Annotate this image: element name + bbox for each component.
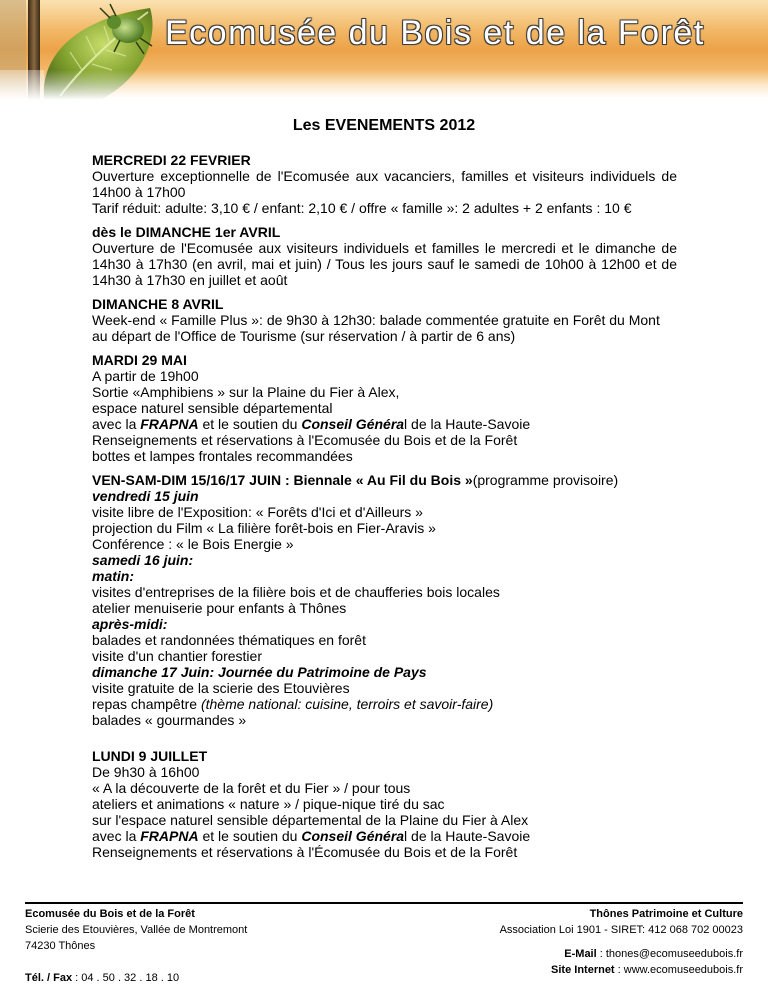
- event-text: Tarif réduit: adulte: 3,10 € / enfant: 2,10 € / offre « famille »: 2 adultes + 2 enfants : 10 €: [92, 200, 632, 216]
- day-heading: samedi 16 juin:: [92, 552, 194, 568]
- event-29-mai: [92, 352, 677, 464]
- banner-fade: [0, 70, 768, 100]
- banner-title: Ecomusée du Bois et de la Forêt: [165, 14, 705, 52]
- conseil-general-label: Conseil Généra: [301, 828, 405, 844]
- event-text: ateliers et animations « nature » / pique-nique tiré du sac: [92, 796, 445, 812]
- event-title: DIMANCHE 8 AVRIL: [92, 296, 224, 312]
- event-9-juillet: [92, 748, 677, 860]
- footer-siret: Association Loi 1901 - SIRET: 412 068 702 00023: [499, 924, 743, 936]
- event-title: MERCREDI 22 FEVRIER: [92, 152, 251, 168]
- text-run: avec la: [92, 828, 141, 844]
- event-text: A partir de 19h00: [92, 368, 199, 384]
- event-text: visite gratuite de la scierie des Etouvières: [92, 680, 350, 696]
- text-run: l de la Haute-Savoie: [404, 828, 531, 844]
- frapna-label: FRAPNA: [140, 828, 199, 844]
- event-8-avril: [92, 296, 677, 344]
- footer-assoc-name: Thônes Patrimoine et Culture: [589, 908, 743, 920]
- event-title: LUNDI 9 JUILLET: [92, 748, 208, 764]
- phone-label: Tél. / Fax: [25, 972, 73, 984]
- footer-address-line: 74230 Thônes: [25, 940, 96, 952]
- event-text: Renseignements et réservations à l'Ecomusée du Bois et de la Forêt: [92, 432, 518, 448]
- phone-value: : 04 . 50 . 32 . 18 . 10: [72, 972, 180, 984]
- header-banner: [0, 0, 768, 100]
- event-title: VEN-SAM-DIM 15/16/17 JUIN : Biennale « Au Fil du Bois »: [92, 472, 473, 488]
- event-text: Ouverture exceptionnelle de l'Ecomusée aux vacanciers, familles et visiteurs individuels de 14h00 à 17h00: [92, 168, 677, 200]
- event-text: espace naturel sensible départemental: [92, 400, 333, 416]
- spacer: [500, 938, 743, 946]
- frapna-label: FRAPNA: [140, 416, 199, 432]
- event-text: Sortie «Amphibiens » sur la Plaine du Fier à Alex,: [92, 384, 400, 400]
- event-text: [92, 696, 677, 712]
- website-label: Site Internet: [551, 964, 615, 976]
- event-title: MARDI 29 MAI: [92, 352, 187, 368]
- event-text: Ouverture de l'Ecomusée aux visiteurs individuels et familles le mercredi et le dimanche de 14h30 à 17h30 (en avril, mai et juin) / Tous les jours sauf le samedi de 10h00 à 12h00 et de 14h30 à 17h30 en juillet et août: [92, 240, 677, 288]
- email-label: E-Mail: [564, 948, 597, 960]
- day-heading: dimanche 17 Juin: Journée du Patrimoine de Pays: [92, 664, 427, 680]
- footer-phone: [25, 970, 247, 986]
- event-text: visite libre de l'Exposition: « Forêts d'Ici et d'Ailleurs »: [92, 504, 423, 520]
- footer-left: [25, 906, 247, 986]
- event-text: Week-end « Famille Plus »: de 9h30 à 12h30: balade commentée gratuite en Forêt du Mont au départ de l'Office de Tourisme (sur réservation / à partir de 6 ans): [92, 312, 660, 344]
- event-text: projection du Film « La filière forêt-bois en Fier-Aravis »: [92, 520, 436, 536]
- day-part-heading: matin:: [92, 568, 134, 584]
- footer-divider: [25, 902, 743, 904]
- event-22-fevrier: [92, 152, 677, 216]
- day-part-heading: après-midi:: [92, 616, 168, 632]
- event-text: Renseignements et réservations à l'Écomusée du Bois et de la Forêt: [92, 844, 518, 860]
- footer-right: [500, 906, 743, 978]
- event-text: balades « gourmandes »: [92, 712, 247, 728]
- website-value[interactable]: : www.ecomuseedubois.fr: [614, 964, 743, 976]
- page-title: Les EVENEMENTS 2012: [292, 117, 476, 134]
- event-text: visites d'entreprises de la filière bois et de chaufferies bois locales: [92, 584, 500, 600]
- text-run: et le soutien du: [198, 416, 302, 432]
- text-run: avec la: [92, 416, 141, 432]
- footer-website: [500, 962, 743, 978]
- footer-email: [500, 946, 743, 962]
- conseil-general-label: Conseil Généra: [301, 416, 405, 432]
- text-run: repas champêtre: [92, 696, 201, 712]
- text-run: et le soutien du: [198, 828, 302, 844]
- event-text: De 9h30 à 16h00: [92, 764, 200, 780]
- footer-org-name: Ecomusée du Bois et de la Forêt: [25, 908, 195, 920]
- event-1er-avril: [92, 224, 677, 288]
- day-heading: vendredi 15 juin: [92, 488, 199, 504]
- event-text: Conférence : « le Bois Energie »: [92, 536, 294, 552]
- event-title-row: [92, 472, 677, 488]
- event-biennale-juin: [92, 472, 677, 728]
- event-text: atelier menuiserie pour enfants à Thônes: [92, 600, 347, 616]
- footer-address-line: Scierie des Etouvières, Vallée de Montremont: [25, 924, 248, 936]
- text-run: l de la Haute-Savoie: [404, 416, 531, 432]
- event-text: bottes et lampes frontales recommandées: [92, 448, 353, 464]
- event-title-note: (programme provisoire): [472, 472, 619, 488]
- event-text: « A la découverte de la forêt et du Fier » / pour tous: [92, 780, 411, 796]
- event-text: visite d'un chantier forestier: [92, 648, 262, 664]
- email-value[interactable]: : thones@ecomuseedubois.fr: [596, 948, 743, 960]
- event-title: dès le DIMANCHE 1er AVRIL: [92, 224, 281, 240]
- text-run-italic: (thème national: cuisine, terroirs et savoir-faire): [200, 696, 494, 712]
- spacer: [25, 954, 247, 970]
- event-text: [92, 416, 677, 432]
- event-text: balades et randonnées thématiques en forêt: [92, 632, 366, 648]
- event-text: [92, 828, 677, 844]
- events-list: [92, 152, 677, 868]
- event-text: sur l'espace naturel sensible départemental de la Plaine du Fier à Alex: [92, 812, 529, 828]
